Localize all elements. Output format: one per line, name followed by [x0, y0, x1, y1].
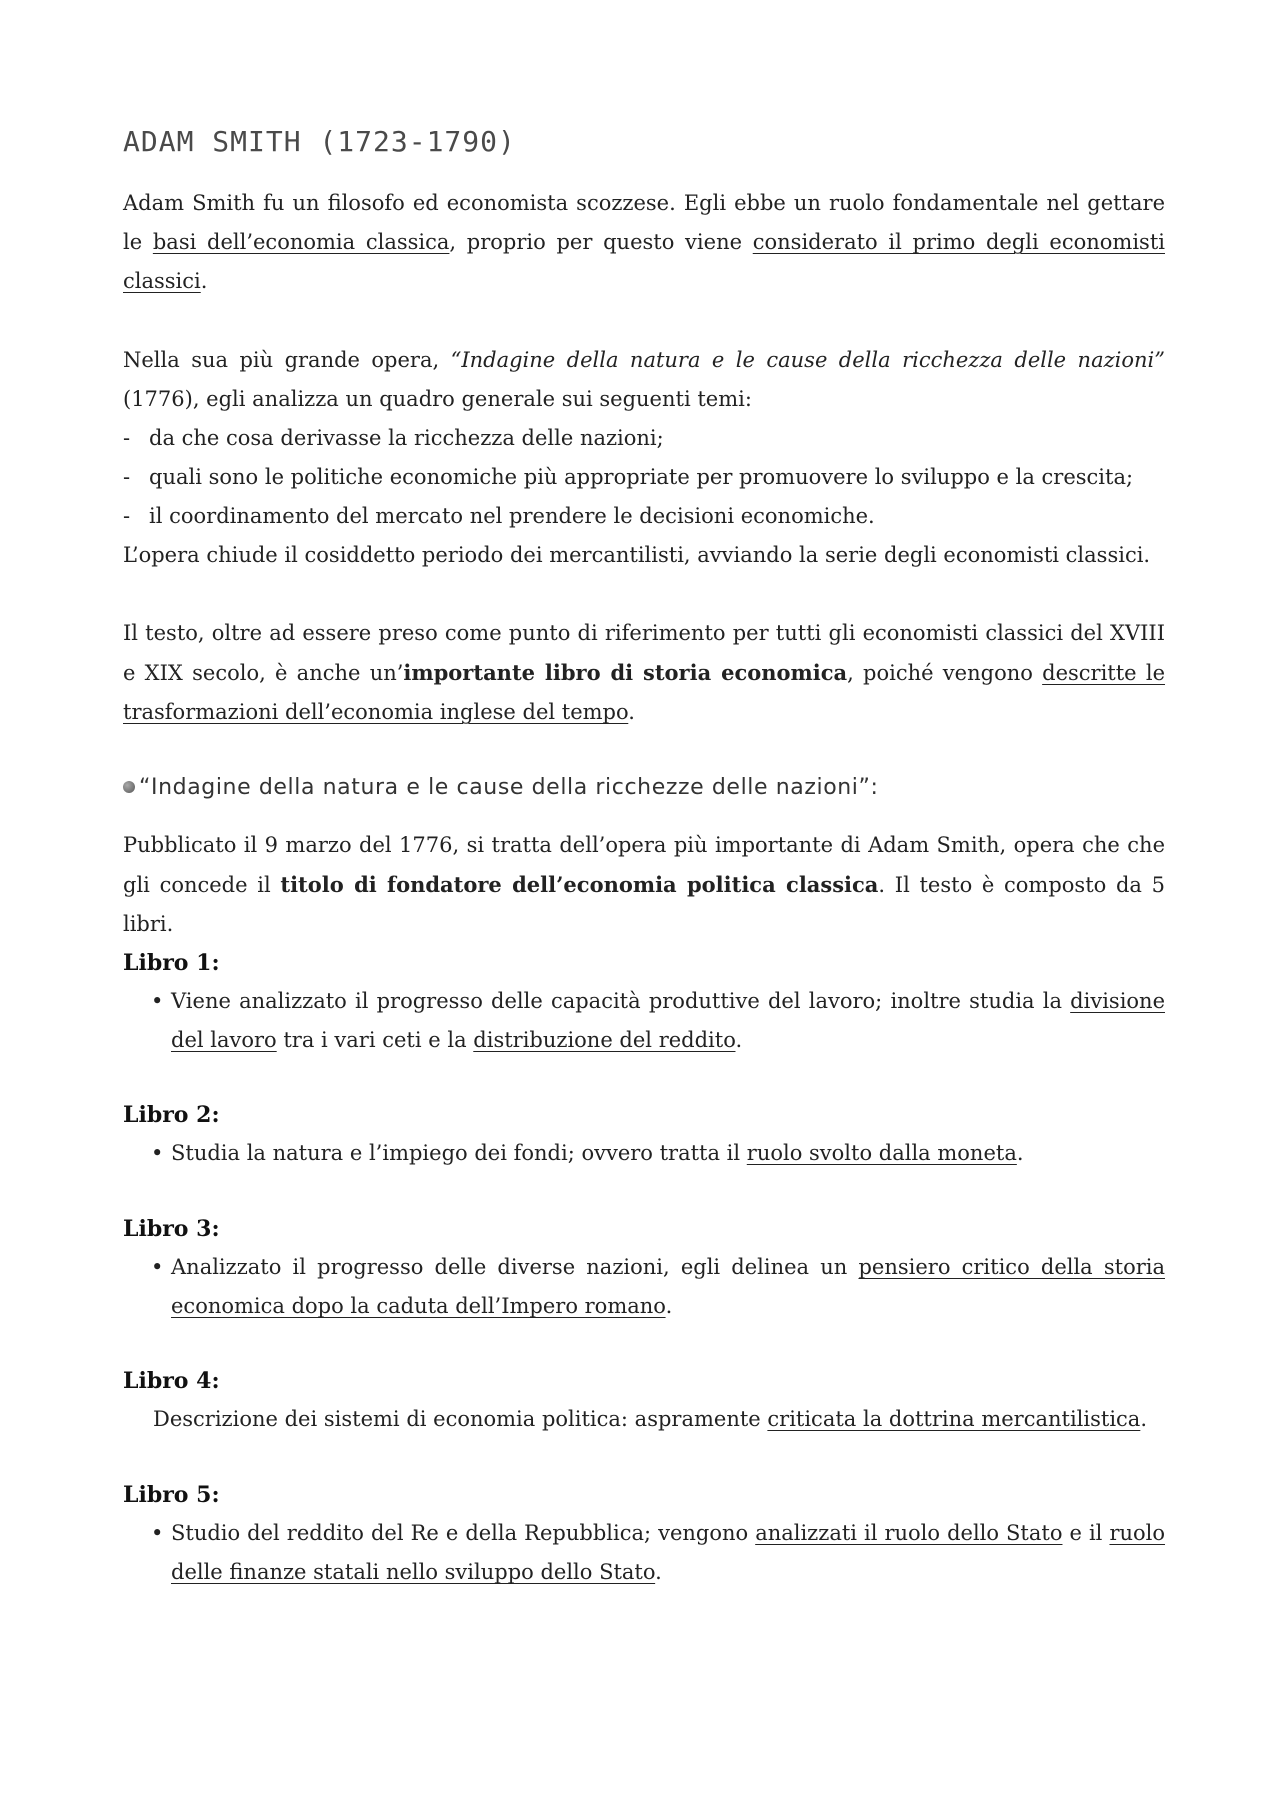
libro-heading: Libro 2:	[123, 1102, 220, 1128]
text-run: Il testo, oltre ad essere preso come punto di riferimento per tutti gli economisti classici del XVIII e XIX secolo, è anche un’	[123, 621, 1165, 685]
list-item	[123, 458, 1165, 497]
text-run: .	[655, 1560, 662, 1584]
text-run: Pubblicato il 9 marzo del 1776, si tratta dell’opera più importante di Adam Smith, opera che che gli concede il	[123, 833, 1165, 897]
list-item-text: da che cosa derivasse la ricchezza delle nazioni;	[149, 426, 664, 450]
subheading-text: “Indagine della natura e le cause della ricchezze delle nazioni”:	[139, 775, 879, 800]
underlined-text: distribuzione del reddito	[473, 1028, 736, 1052]
text-run: .	[735, 1028, 743, 1052]
storia-paragraph	[123, 614, 1165, 732]
libro-body	[151, 1134, 1165, 1173]
text-run: (1776), egli analizza un quadro generale sui seguenti temi:	[123, 387, 752, 411]
text-run: e il	[1062, 1521, 1110, 1545]
bold-text: importante libro di storia economica	[403, 660, 848, 685]
text-run: Viene analizzato il progresso delle capacità produttive del lavoro; inoltre studia la	[171, 989, 1071, 1013]
libro-heading: Libro 3:	[123, 1216, 220, 1242]
text-run: .	[665, 1294, 673, 1318]
text-run: Studia la natura e l’impiego dei fondi; ovvero tratta il	[171, 1141, 747, 1165]
underlined-text: descritte le trasformazioni dell’economia inglese del tempo	[123, 661, 1166, 724]
underlined-text: pensiero critico della storia economica dopo la caduta dell’Impero romano	[171, 1255, 1165, 1318]
text-run: Nella sua più grande opera,	[123, 348, 451, 372]
pubblicazione-paragraph	[123, 826, 1165, 944]
libro-body	[151, 1514, 1166, 1592]
underlined-text: divisione del lavoro	[171, 989, 1165, 1052]
bullet-marker: •	[151, 989, 164, 1013]
bold-text: titolo di fondatore dell’economia politica classica	[280, 872, 879, 897]
page-title: ADAM SMITH (1723-1790)	[123, 125, 516, 158]
libro-heading: Libro 5:	[123, 1482, 220, 1508]
list-item-text: quali sono le politiche economiche più appropriate per promuovere lo sviluppo e la crescita;	[149, 465, 1134, 489]
bullet-marker: •	[151, 1141, 164, 1165]
underlined-text: analizzati il ruolo dello Stato	[755, 1521, 1063, 1545]
bullet-dot-icon	[123, 781, 135, 793]
list-item	[123, 419, 1165, 458]
list-item	[123, 497, 1165, 536]
bullet-marker: •	[151, 1255, 164, 1279]
list-item-text: il coordinamento del mercato nel prendere le decisioni economiche.	[149, 504, 875, 528]
underlined-text: criticata la dottrina mercantilistica	[767, 1407, 1141, 1431]
intro-paragraph	[123, 184, 1165, 301]
italic-title: “Indagine della natura e le cause della ricchezza delle nazioni”	[450, 348, 1165, 372]
libro-heading: Libro 4:	[123, 1368, 220, 1394]
underlined-text: basi dell’economia classica	[152, 230, 450, 254]
opera-paragraph	[123, 341, 1165, 419]
dash-marker: -	[123, 465, 131, 489]
themes-list	[123, 419, 1165, 536]
underlined-text: ruolo delle finanze statali nello sviluppo dello Stato	[171, 1521, 1166, 1584]
bullet-marker: •	[151, 1521, 164, 1545]
text-run: tra i vari ceti e la	[276, 1028, 474, 1052]
libro-body	[151, 1248, 1165, 1326]
text-run: Descrizione dei sistemi di economia politica: aspramente	[153, 1407, 768, 1431]
text-run: . Il testo è composto da 5 libri.	[123, 873, 1165, 936]
libro-body	[151, 982, 1165, 1060]
libro-heading: Libro 1:	[123, 950, 220, 976]
libro-body	[153, 1400, 1165, 1439]
text-run: , proprio per questo viene	[449, 230, 753, 254]
text-run: .	[200, 269, 208, 293]
text-run: , poiché vengono	[847, 661, 1043, 685]
text-run: .	[628, 700, 635, 724]
text-run: .	[1140, 1407, 1148, 1431]
text-run: Analizzato il progresso delle diverse nazioni, egli delinea un	[171, 1255, 859, 1279]
dash-marker: -	[123, 426, 131, 450]
text-run: .	[1016, 1141, 1024, 1165]
text-run: Studio del reddito del Re e della Repubblica; vengono	[171, 1521, 756, 1545]
dash-marker: -	[123, 504, 131, 528]
underlined-text: ruolo svolto dalla moneta	[746, 1141, 1017, 1165]
underlined-text: considerato il primo degli economisti classici	[123, 230, 1165, 293]
section-subheading	[123, 768, 879, 808]
mercantilisti-paragraph: L’opera chiude il cosiddetto periodo dei mercantilisti, avviando la serie degli economisti classici.	[123, 543, 1151, 567]
text-run: Adam Smith fu un filosofo ed economista scozzese. Egli ebbe un ruolo fondamentale nel gettare le	[123, 191, 1165, 254]
